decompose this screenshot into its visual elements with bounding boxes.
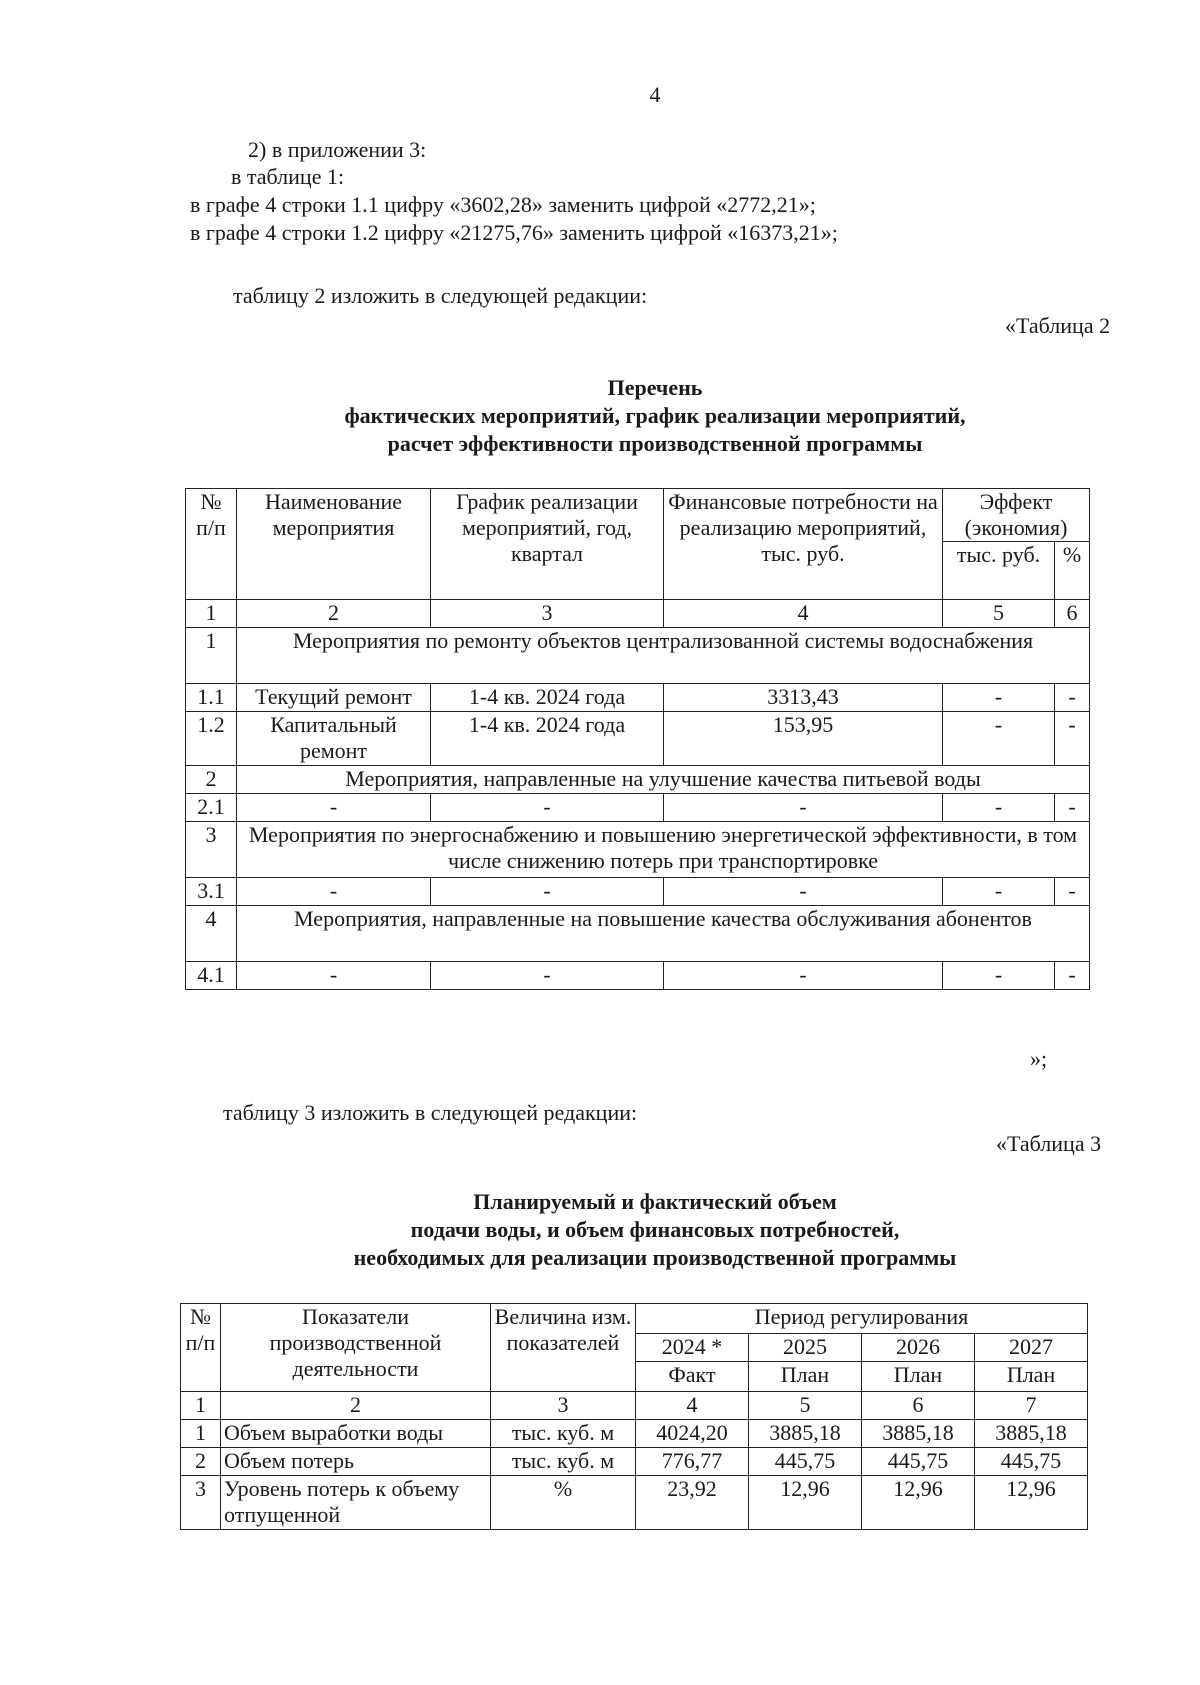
t2-section-num: 1 — [186, 628, 237, 684]
t3-head-indicator: Показатели производственной деятельности — [221, 1304, 491, 1392]
t2-cell: 3313,43 — [664, 684, 943, 712]
intro-line-1: 2) в приложении 3: — [248, 137, 427, 162]
t3-cell: 1 — [181, 1420, 221, 1448]
t3-cell: 4024,20 — [636, 1420, 749, 1448]
t3-head-kind: План — [749, 1362, 862, 1392]
t3-cell: Уровень потерь к объему отпущенной — [221, 1476, 491, 1530]
t2-cell: - — [664, 794, 943, 822]
page-number: 4 — [649, 82, 661, 107]
intro-line-3: в графе 4 строки 1.1 цифру «3602,28» заменить цифрой «2772,21»; — [190, 192, 816, 217]
table2-caption: «Таблица 2 — [1005, 313, 1111, 338]
t3-colnum: 7 — [975, 1392, 1088, 1420]
t3-head-year: 2027 — [975, 1334, 1088, 1362]
t3-head-num: № п/п — [181, 1304, 221, 1392]
t2-cell: 2.1 — [186, 794, 237, 822]
t2-cell: 1-4 кв. 2024 года — [431, 684, 664, 712]
t2-cell: - — [1055, 712, 1090, 766]
t2-cell: - — [431, 878, 664, 906]
intro2-line: таблицу 3 изложить в следующей редакции: — [223, 1100, 638, 1125]
t2-cell: - — [1055, 684, 1090, 712]
t2-cell: - — [431, 962, 664, 990]
table3-title-3: необходимых для реализации производственной программы — [353, 1245, 957, 1270]
t2-cell: 3.1 — [186, 878, 237, 906]
t3-cell: тыс. куб. м — [491, 1448, 636, 1476]
t2-section-num: 4 — [186, 906, 237, 962]
t3-colnum: 6 — [862, 1392, 975, 1420]
intro-line-5: таблицу 2 изложить в следующей редакции: — [233, 283, 648, 308]
t3-cell: 445,75 — [749, 1448, 862, 1476]
t2-cell: Капитальный ремонт — [237, 712, 431, 766]
t3-cell: 23,92 — [636, 1476, 749, 1530]
t2-section-title: Мероприятия по ремонту объектов централизованной системы водоснабжения — [237, 628, 1090, 684]
t3-head-year: 2024 * — [636, 1334, 749, 1362]
t2-cell: - — [943, 794, 1055, 822]
t3-colnum: 5 — [749, 1392, 862, 1420]
t3-cell: 445,75 — [862, 1448, 975, 1476]
t2-colnum: 2 — [237, 600, 431, 628]
t2-cell: - — [943, 712, 1055, 766]
t3-head-kind: Факт — [636, 1362, 749, 1392]
t3-head-period: Период регулирования — [636, 1304, 1088, 1334]
t3-cell: 2 — [181, 1448, 221, 1476]
t3-cell: 776,77 — [636, 1448, 749, 1476]
t3-head-kind: План — [975, 1362, 1088, 1392]
t2-cell: 1.1 — [186, 684, 237, 712]
t2-cell: 1.2 — [186, 712, 237, 766]
t3-colnum: 2 — [221, 1392, 491, 1420]
table3-title-1: Планируемый и фактический объем — [473, 1189, 837, 1214]
t2-head-effect-pct: % — [1055, 542, 1090, 600]
t2-cell: - — [943, 962, 1055, 990]
table2-title-3: расчет эффективности производственной программы — [387, 431, 923, 456]
t2-colnum: 5 — [943, 600, 1055, 628]
intro-line-2: в таблице 1: — [231, 164, 345, 189]
t2-cell: - — [664, 962, 943, 990]
t3-cell: тыс. куб. м — [491, 1420, 636, 1448]
t3-cell: 12,96 — [749, 1476, 862, 1530]
table3 — [180, 1303, 1088, 1530]
t2-cell: - — [1055, 878, 1090, 906]
t2-colnum: 1 — [186, 600, 237, 628]
t3-cell: Объем потерь — [221, 1448, 491, 1476]
t2-cell: - — [943, 684, 1055, 712]
t3-cell: 3885,18 — [862, 1420, 975, 1448]
t2-head-finance: Финансовые потребности на реализацию мероприятий, тыс. руб. — [664, 489, 943, 600]
t2-cell: - — [664, 878, 943, 906]
t3-cell: 3885,18 — [975, 1420, 1088, 1448]
table2 — [185, 488, 1090, 990]
t3-colnum: 1 — [181, 1392, 221, 1420]
t2-cell: - — [237, 878, 431, 906]
t3-head-year: 2026 — [862, 1334, 975, 1362]
t2-colnum: 4 — [664, 600, 943, 628]
t3-colnum: 4 — [636, 1392, 749, 1420]
t3-cell: 3885,18 — [749, 1420, 862, 1448]
t2-colnum: 3 — [431, 600, 664, 628]
t2-head-num: № п/п — [186, 489, 237, 600]
t3-cell: Объем выработки воды — [221, 1420, 491, 1448]
t3-head-unit: Величина изм. показателей — [491, 1304, 636, 1392]
t3-cell: % — [491, 1476, 636, 1530]
t3-colnum: 3 — [491, 1392, 636, 1420]
table2-title-2: фактических мероприятий, график реализации мероприятий, — [344, 403, 966, 428]
t3-head-kind: План — [862, 1362, 975, 1392]
t2-head-effect-rub: тыс. руб. — [943, 542, 1055, 600]
t2-cell: - — [237, 794, 431, 822]
t2-cell: 153,95 — [664, 712, 943, 766]
t2-head-schedule: График реализации мероприятий, год, квартал — [431, 489, 664, 600]
table3-caption: «Таблица 3 — [996, 1131, 1102, 1156]
table2-title-1: Перечень — [607, 375, 703, 400]
t2-cell: - — [237, 962, 431, 990]
t2-section-num: 2 — [186, 766, 237, 794]
t2-cell: - — [1055, 794, 1090, 822]
t2-cell: - — [1055, 962, 1090, 990]
t2-section-title: Мероприятия по энергоснабжению и повышению энергетической эффективности, в том числе снижению потерь при транспортировке — [237, 822, 1090, 878]
t2-cell: 4.1 — [186, 962, 237, 990]
intro-line-4: в графе 4 строки 1.2 цифру «21275,76» заменить цифрой «16373,21»; — [190, 220, 838, 245]
t3-head-year: 2025 — [749, 1334, 862, 1362]
t2-section-num: 3 — [186, 822, 237, 878]
t2-head-effect: Эффект (экономия) — [943, 489, 1090, 542]
t2-colnum: 6 — [1055, 600, 1090, 628]
t2-head-name: Наименование мероприятия — [237, 489, 431, 600]
t2-section-title: Мероприятия, направленные на повышение качества обслуживания абонентов — [237, 906, 1090, 962]
t3-cell: 445,75 — [975, 1448, 1088, 1476]
t2-cell: - — [431, 794, 664, 822]
t3-cell: 3 — [181, 1476, 221, 1530]
table3-title-2: подачи воды, и объем финансовых потребностей, — [410, 1217, 900, 1242]
t2-cell: - — [943, 878, 1055, 906]
t2-cell: 1-4 кв. 2024 года — [431, 712, 664, 766]
table2-end: »; — [1030, 1046, 1048, 1071]
t2-section-title: Мероприятия, направленные на улучшение качества питьевой воды — [237, 766, 1090, 794]
t2-cell: Текущий ремонт — [237, 684, 431, 712]
t3-cell: 12,96 — [862, 1476, 975, 1530]
t3-cell: 12,96 — [975, 1476, 1088, 1530]
